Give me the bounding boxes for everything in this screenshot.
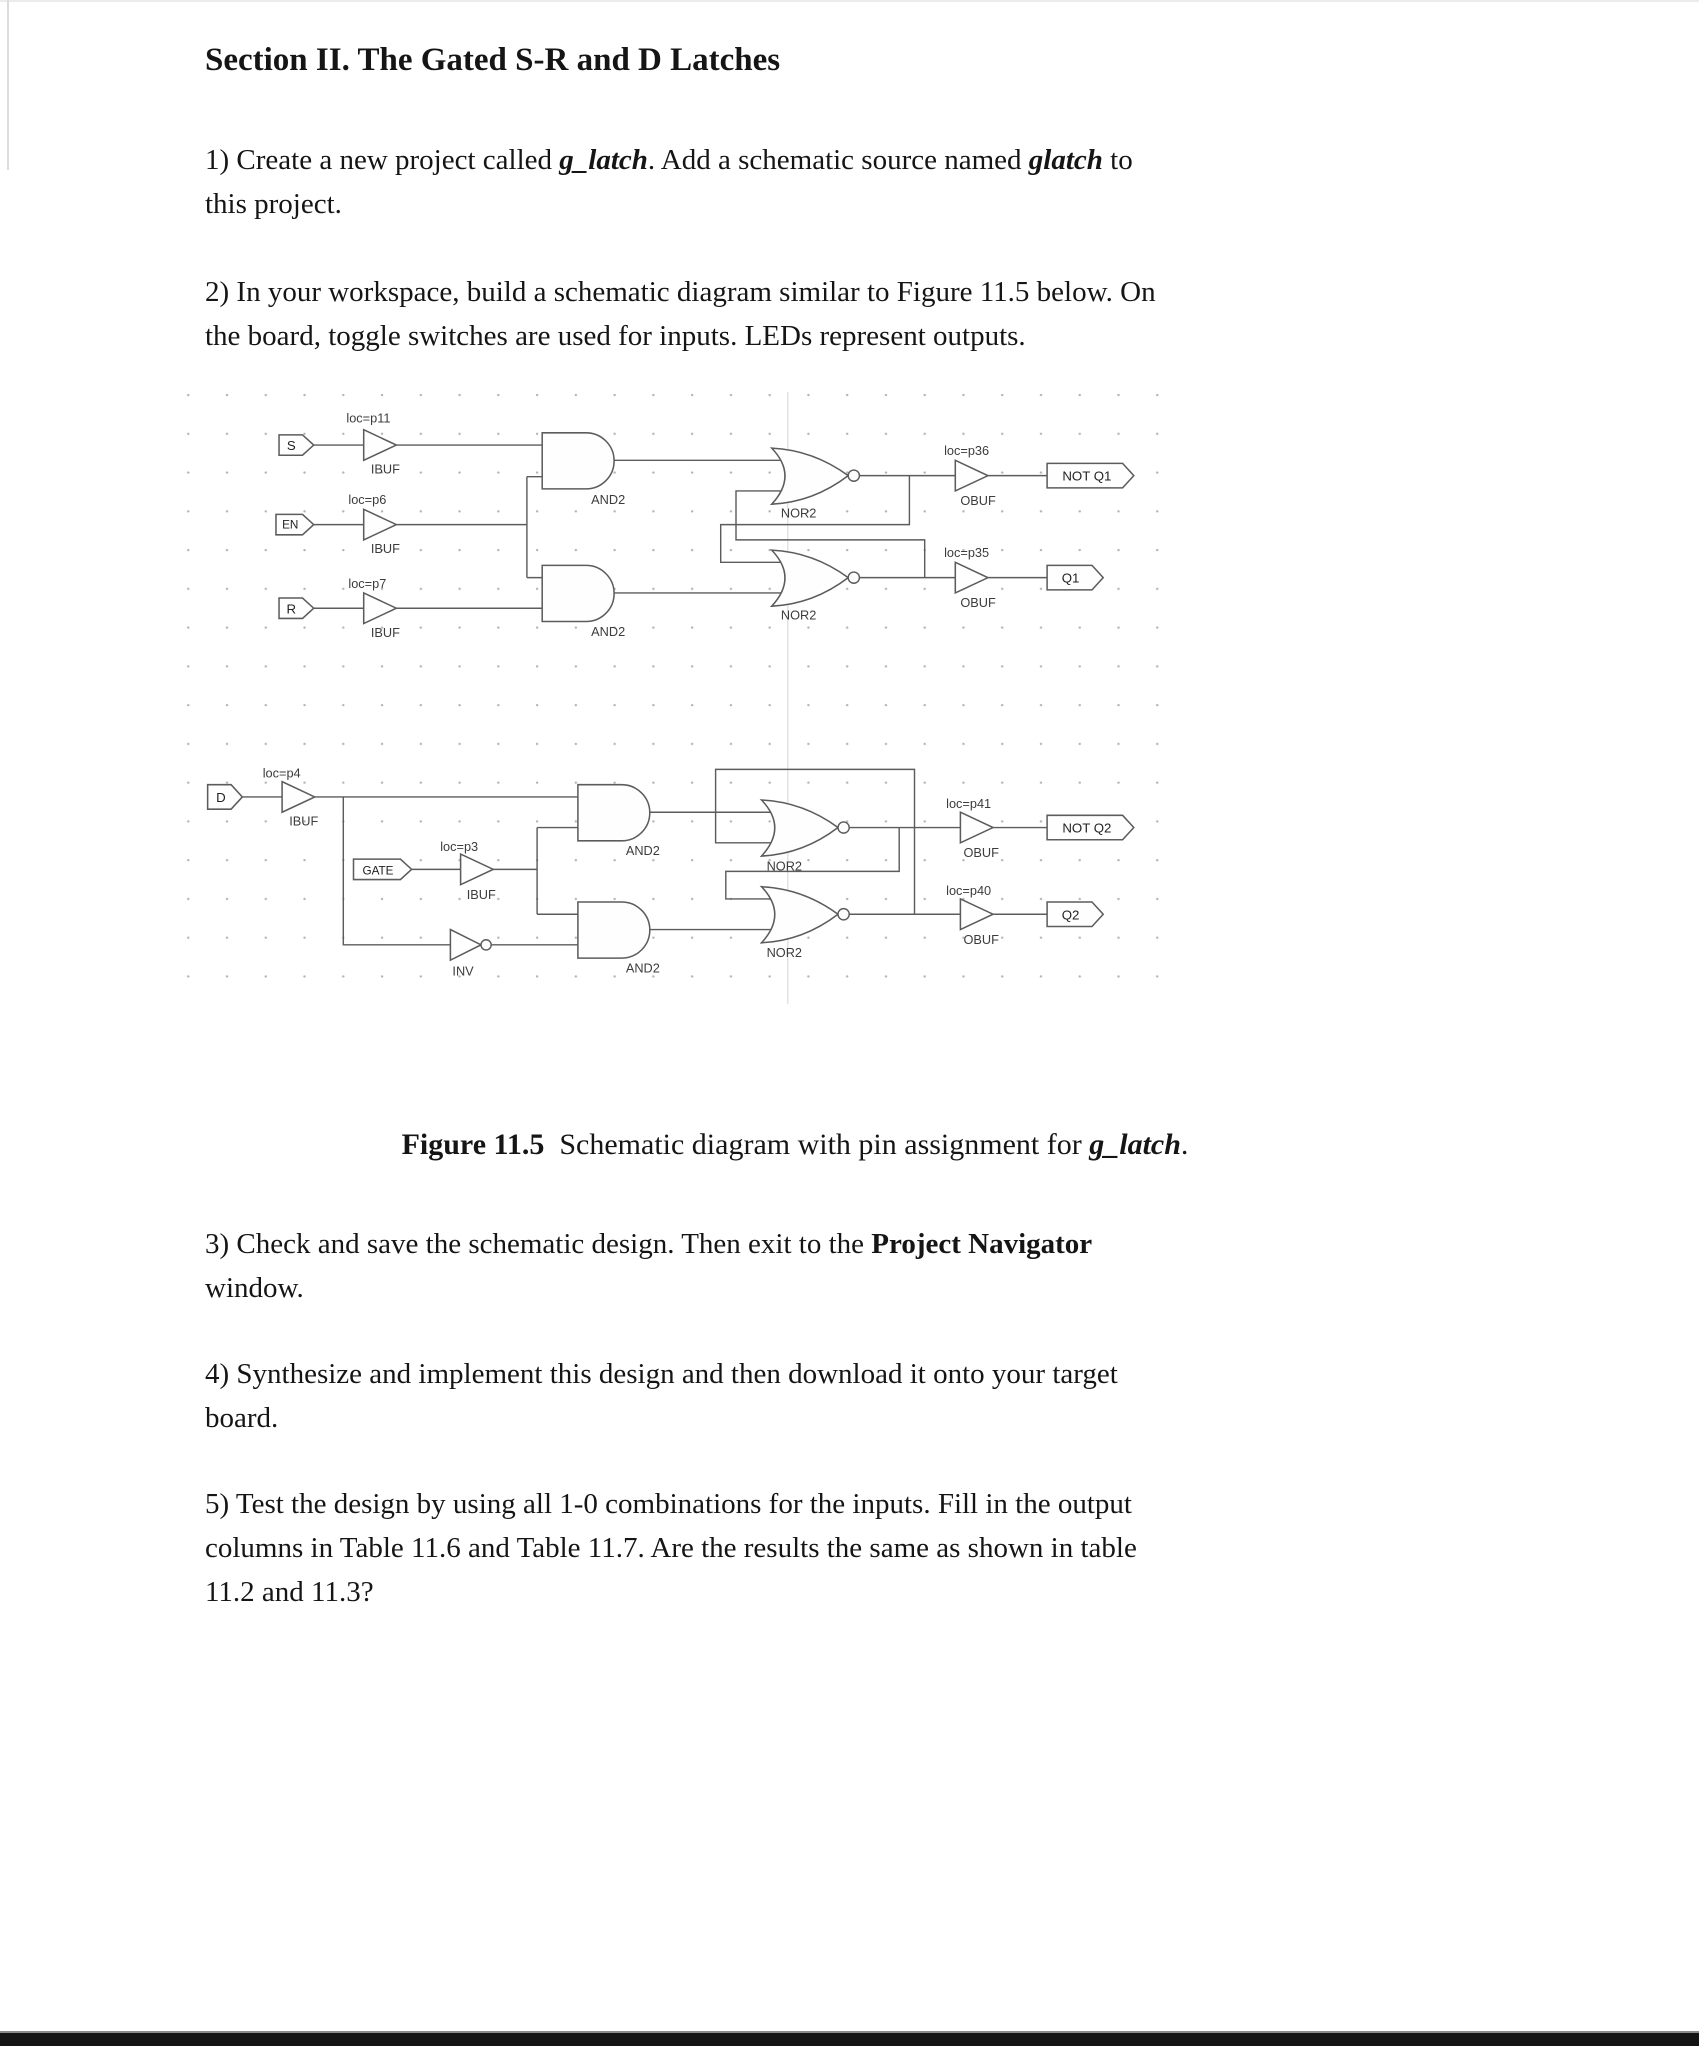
gate-label-ibuf-3: IBUF bbox=[370, 624, 400, 640]
input-label-gate: GATE bbox=[362, 864, 394, 878]
input-label-en: EN bbox=[282, 518, 299, 532]
caption-period: . bbox=[1180, 1128, 1189, 1161]
text-run: the board, toggle switches are used for inputs. LEDs represent outputs. bbox=[205, 320, 1026, 352]
text-run: 4) Synthesize and implement this design and then download it onto your target bbox=[205, 1358, 1118, 1390]
and2-gate-top-2 bbox=[542, 565, 614, 621]
scan-edge-top bbox=[0, 0, 1699, 2]
and2-gate-top-1 bbox=[542, 433, 614, 489]
pin-label-loc-p36: loc=p36 bbox=[944, 443, 990, 459]
step-4-paragraph bbox=[205, 1352, 1118, 1440]
caption-text: Schematic diagram with pin assignment for bbox=[544, 1128, 1090, 1161]
input-label-s: S bbox=[286, 438, 296, 454]
gate-label-obuf-3: OBUF bbox=[963, 845, 999, 861]
text-run: 1) Create a new project called bbox=[205, 144, 560, 176]
figure-caption bbox=[205, 1128, 1385, 1162]
figure-11-5 bbox=[185, 392, 1185, 1004]
inv-bubble bbox=[481, 940, 491, 950]
pin-label-loc-p6: loc=p6 bbox=[348, 492, 387, 508]
text-run: 3) Check and save the schematic design. Then exit to the bbox=[205, 1228, 872, 1260]
text-run: to bbox=[1102, 144, 1133, 176]
step-5-line-2 bbox=[205, 1526, 1137, 1570]
text-run: this project. bbox=[205, 188, 342, 220]
gate-label-and2-2: AND2 bbox=[591, 623, 626, 639]
pin-label-loc-p11: loc=p11 bbox=[346, 410, 391, 426]
pin-label-loc-p4: loc=p4 bbox=[262, 765, 301, 781]
step-2-paragraph bbox=[205, 270, 1156, 358]
scan-bottom-bar bbox=[0, 2033, 1699, 2046]
step-4-line-2 bbox=[205, 1396, 1118, 1440]
pin-label-loc-p7: loc=p7 bbox=[348, 575, 387, 591]
step-2-line-1 bbox=[205, 270, 1156, 314]
gate-label-ibuf-4: IBUF bbox=[289, 813, 319, 829]
gate-label-ibuf-2: IBUF bbox=[370, 541, 400, 557]
project-name-g-latch: g_latch bbox=[559, 144, 648, 176]
gate-label-nor2-2: NOR2 bbox=[780, 607, 817, 623]
input-label-r: R bbox=[286, 601, 297, 617]
text-run: board. bbox=[205, 1402, 279, 1434]
gate-label-and2-1: AND2 bbox=[591, 492, 626, 508]
nor2-bubble-top-1 bbox=[848, 470, 859, 481]
nor2-bubble-bottom-1 bbox=[838, 822, 849, 833]
gate-label-nor2-4: NOR2 bbox=[766, 945, 803, 961]
pin-label-loc-p35: loc=p35 bbox=[944, 545, 990, 561]
text-run: 2) In your workspace, build a schematic diagram similar to Figure 11.5 below. On bbox=[205, 276, 1156, 308]
caption-g-latch: g_latch bbox=[1089, 1128, 1181, 1161]
text-run: columns in Table 11.6 and Table 11.7. Are the results the same as shown in table bbox=[205, 1532, 1137, 1564]
gate-label-inv: INV bbox=[452, 963, 474, 979]
gate-label-obuf-1: OBUF bbox=[960, 493, 996, 509]
input-label-d: D bbox=[216, 790, 226, 806]
output-label-q2: Q2 bbox=[1061, 907, 1080, 923]
text-run: 5) Test the design by using all 1-0 combinations for the inputs. Fill in the output bbox=[205, 1488, 1132, 1520]
and2-gate-bottom-1 bbox=[578, 785, 650, 841]
figure-11-5-schematic bbox=[185, 392, 1185, 1004]
gate-label-ibuf-1: IBUF bbox=[370, 461, 400, 477]
caption-figure-number: Figure 11.5 bbox=[401, 1128, 545, 1161]
text-run: 11.2 and 11.3? bbox=[205, 1576, 374, 1608]
step-3-line-1 bbox=[205, 1222, 1092, 1266]
pin-label-loc-p41: loc=p41 bbox=[946, 796, 992, 812]
step-2-line-2 bbox=[205, 314, 1156, 358]
dot-grid-background bbox=[185, 392, 1185, 1004]
step-3-line-2 bbox=[205, 1266, 1092, 1310]
source-name-glatch: glatch bbox=[1028, 144, 1103, 176]
nor2-bubble-bottom-2 bbox=[838, 909, 849, 920]
gate-label-nor2-3: NOR2 bbox=[766, 858, 803, 874]
step-3-paragraph bbox=[205, 1222, 1092, 1310]
step-5-paragraph bbox=[205, 1482, 1137, 1614]
step-4-line-1 bbox=[205, 1352, 1118, 1396]
gate-label-nor2-1: NOR2 bbox=[780, 505, 817, 521]
step-5-line-1 bbox=[205, 1482, 1137, 1526]
output-label-q1: Q1 bbox=[1061, 570, 1080, 586]
gate-label-and2-3: AND2 bbox=[625, 843, 660, 859]
text-run: . Add a schematic source named bbox=[647, 144, 1029, 176]
step-1-line-2 bbox=[205, 182, 1133, 226]
output-label-not-q2: NOT Q2 bbox=[1062, 820, 1112, 836]
step-1-paragraph bbox=[205, 138, 1133, 226]
pin-label-loc-p40: loc=p40 bbox=[946, 882, 992, 898]
gate-label-ibuf-5: IBUF bbox=[466, 886, 496, 902]
gate-label-and2-4: AND2 bbox=[625, 960, 660, 976]
scan-edge-left bbox=[7, 0, 9, 170]
gate-label-obuf-2: OBUF bbox=[960, 595, 996, 611]
project-navigator-text: Project Navigator bbox=[871, 1228, 1093, 1260]
and2-gate-bottom-2 bbox=[578, 902, 650, 958]
step-1-line-1 bbox=[205, 138, 1133, 182]
text-run: window. bbox=[205, 1272, 304, 1304]
output-label-not-q1: NOT Q1 bbox=[1062, 468, 1112, 484]
section-title: Section II. The Gated S-R and D Latches bbox=[205, 42, 781, 78]
pin-label-loc-p3: loc=p3 bbox=[440, 839, 479, 854]
gate-label-obuf-4: OBUF bbox=[963, 931, 999, 947]
nor2-bubble-top-2 bbox=[848, 572, 859, 583]
step-5-line-3 bbox=[205, 1570, 1137, 1614]
